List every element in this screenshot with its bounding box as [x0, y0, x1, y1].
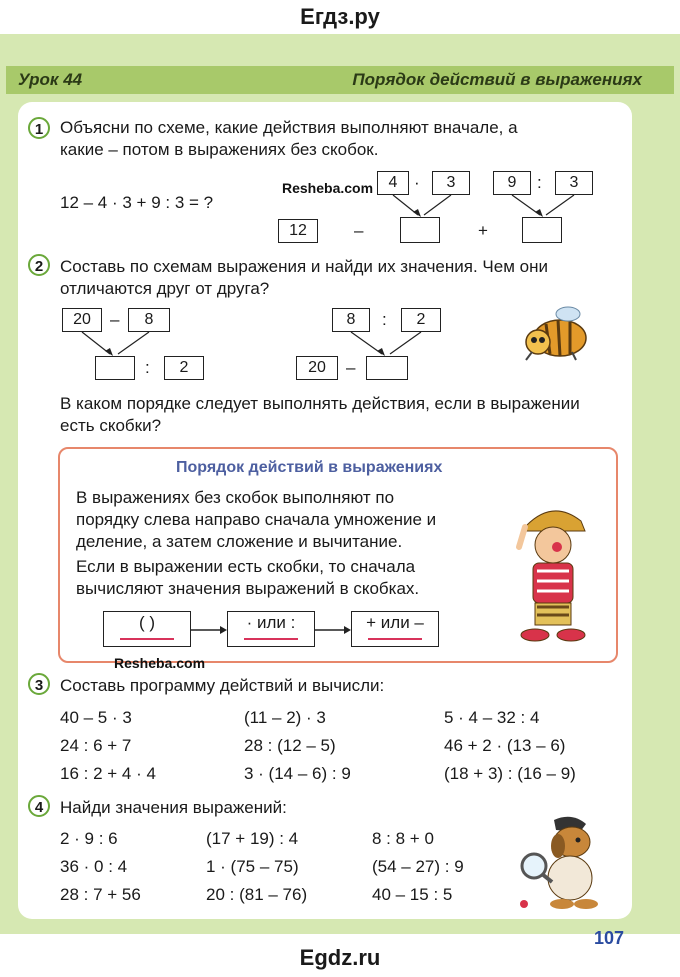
rule-p2-line2: вычисляют значения выражений в скобках. [76, 579, 420, 598]
flow-underline-1 [120, 638, 174, 640]
task-3-expr-2-1: 24 : 6 + 7 [60, 736, 132, 755]
scheme1-box-b: 3 [432, 171, 470, 195]
scheme1-op2: : [537, 173, 542, 192]
task-3-expr-1-3: 5 · 4 – 32 : 4 [444, 708, 540, 727]
flow-underline-3 [368, 638, 422, 640]
task-1-expression: 12 – 4 · 3 + 9 : 3 = ? [60, 193, 214, 212]
task-2-text-line1: Составь по схемам выражения и найди их значения. Чем они [60, 257, 548, 276]
scheme3-box-a: 8 [332, 308, 370, 332]
scheme1-plus: + [478, 221, 488, 240]
rule-p1-line2: порядку слева направо сначала умножение и [76, 510, 437, 529]
task-1-number: 1 [28, 117, 50, 139]
scheme2-div: : [145, 358, 150, 377]
scheme2-op: – [110, 310, 120, 329]
task-2-text-line2: отличаются друг от друга? [60, 279, 270, 298]
task-2-question-line1: В каком порядке следует выполнять действия, если в выражении [60, 394, 580, 413]
scheme2-result-box [95, 356, 135, 380]
watermark-1: Resheba.com [282, 180, 374, 196]
task-4-number: 4 [28, 795, 50, 817]
task-4-expr-1-3: 8 : 8 + 0 [372, 829, 434, 848]
flow-step-1-label: ( ) [138, 613, 156, 632]
task-3-text: Составь программу действий и вычисли: [60, 676, 385, 695]
scheme1-minus: – [354, 221, 364, 240]
task-2-number: 2 [28, 254, 50, 276]
task-3-number: 3 [28, 673, 50, 695]
task-3-expr-3-1: 16 : 2 + 4 · 4 [60, 764, 156, 783]
lesson-number: Урок 44 [18, 70, 83, 89]
flow-step-2-label: · или : [246, 613, 296, 632]
task-1-text-line2: какие – потом в выражениях без скобок. [60, 140, 379, 159]
task-4-expr-3-3: 40 – 15 : 5 [372, 885, 453, 904]
task-4-expr-1-1: 2 · 9 : 6 [60, 829, 118, 848]
flow-step-add-sub [351, 611, 439, 647]
task-1-text-line1: Объясни по схеме, какие действия выполняют вначале, а [60, 118, 518, 137]
task-3-expr-2-2: 28 : (12 – 5) [244, 736, 336, 755]
task-3-expr-1-1: 40 – 5 · 3 [60, 708, 132, 727]
detective-boy-illustration [505, 497, 600, 647]
task-4-expr-2-3: (54 – 27) : 9 [372, 857, 464, 876]
scheme3-minus: – [346, 358, 356, 377]
lesson-topic: Порядок действий в выражениях [352, 70, 642, 89]
scheme3-box-b: 2 [401, 308, 441, 332]
scheme1-box-left: 12 [278, 219, 318, 243]
task-3-expr-1-2: (11 – 2) · 3 [244, 708, 326, 727]
scheme2-box-b: 8 [128, 308, 170, 332]
flow-arrows [190, 620, 355, 640]
task-4-expr-2-2: 1 · (75 – 75) [206, 857, 299, 876]
rule-p1-line1: В выражениях без скобок выполняют по [76, 488, 395, 507]
task-3-expr-2-3: 46 + 2 · (13 – 6) [444, 736, 566, 755]
page-number: 107 [594, 928, 625, 948]
flow-step-3-label: + или – [366, 613, 424, 632]
task-4-expr-3-1: 28 : 7 + 56 [60, 885, 141, 904]
rule-p2-line1: Если в выражении есть скобки, то сначала [76, 557, 416, 576]
scheme2-box-a: 20 [62, 308, 102, 332]
scheme3-result-box [366, 356, 408, 380]
scheme1-box-a: 4 [377, 171, 409, 195]
site-title-top: Егдз.ру [300, 4, 380, 29]
scheme1-op1: · [414, 173, 420, 192]
task-4-expr-2-1: 36 · 0 : 4 [60, 857, 128, 876]
bee-illustration [516, 300, 598, 370]
task-4-text: Найди значения выражений: [60, 798, 287, 817]
dog-detective-illustration [510, 812, 605, 912]
scheme3-box-left: 20 [296, 356, 338, 380]
scheme1-box-c: 9 [493, 171, 531, 195]
flow-step-brackets [103, 611, 191, 647]
task-3-expr-3-3: (18 + 3) : (16 – 9) [444, 764, 576, 783]
scheme1-box-d: 3 [555, 171, 593, 195]
scheme3-op: : [382, 310, 387, 329]
rule-p1-line3: деление, а затем сложение и вычитание. [76, 532, 403, 551]
rule-title: Порядок действий в выражениях [176, 459, 443, 476]
scheme2-box-c: 2 [164, 356, 204, 380]
watermark-2: Resheba.com [114, 655, 206, 671]
task-4-expr-1-2: (17 + 19) : 4 [206, 829, 299, 848]
task-2-question-line2: есть скобки? [60, 416, 162, 435]
site-title-bottom: Egdz.ru [299, 945, 381, 970]
task-4-expr-3-2: 20 : (81 – 76) [206, 885, 308, 904]
task-3-expr-3-2: 3 · (14 – 6) : 9 [244, 764, 351, 783]
